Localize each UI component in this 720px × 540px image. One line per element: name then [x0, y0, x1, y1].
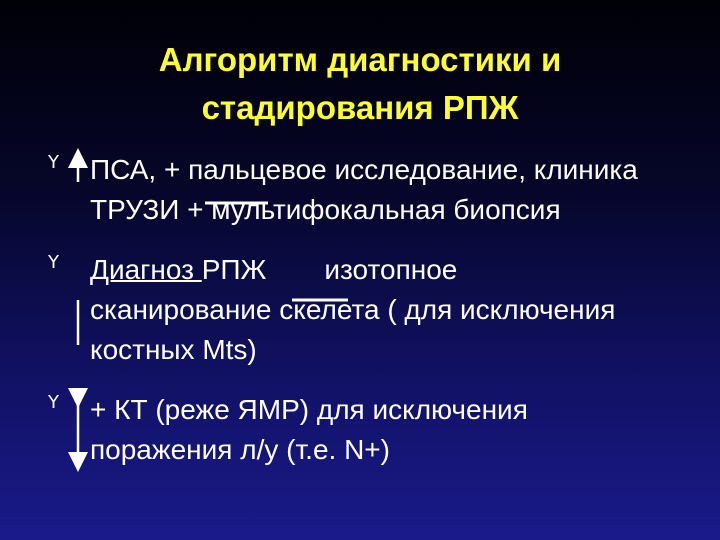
bullet-2-line-1 [90, 250, 715, 290]
bullet-2-line-3: костных Mts) [90, 334, 257, 365]
title-line-1: Алгоритм диагностики и [158, 41, 562, 78]
title-line-2: стадирования РПЖ [201, 89, 519, 126]
bullet-item-3 [90, 390, 715, 470]
bullet-1-line-1: ПСА, + пальцевое исследование, клиника [90, 154, 638, 185]
bullet-1-line-2: ТРУЗИ + мультифокальная биопсия [90, 194, 561, 225]
bullet-2-line-2: сканирование скелета ( для исключения [90, 294, 616, 325]
bullet-3-line-1: + КТ (реже ЯМР) для исключения [90, 394, 528, 425]
bullet-marker-3: Y [48, 392, 59, 413]
bullet-2-diagnosis-label: Диагноз [90, 254, 202, 285]
bullet-2-isotope-label: изотопное [324, 254, 458, 285]
bullet-2-rpzh-label: РПЖ [201, 254, 267, 285]
bullet-marker-1: Y [48, 152, 59, 173]
slide-title [0, 36, 720, 132]
bullet-item-2 [90, 250, 715, 370]
bullet-item-1 [90, 150, 715, 230]
bullet-marker-2: Y [48, 252, 59, 273]
bullet-3-line-2: поражения л/у (т.е. N+) [90, 434, 390, 465]
